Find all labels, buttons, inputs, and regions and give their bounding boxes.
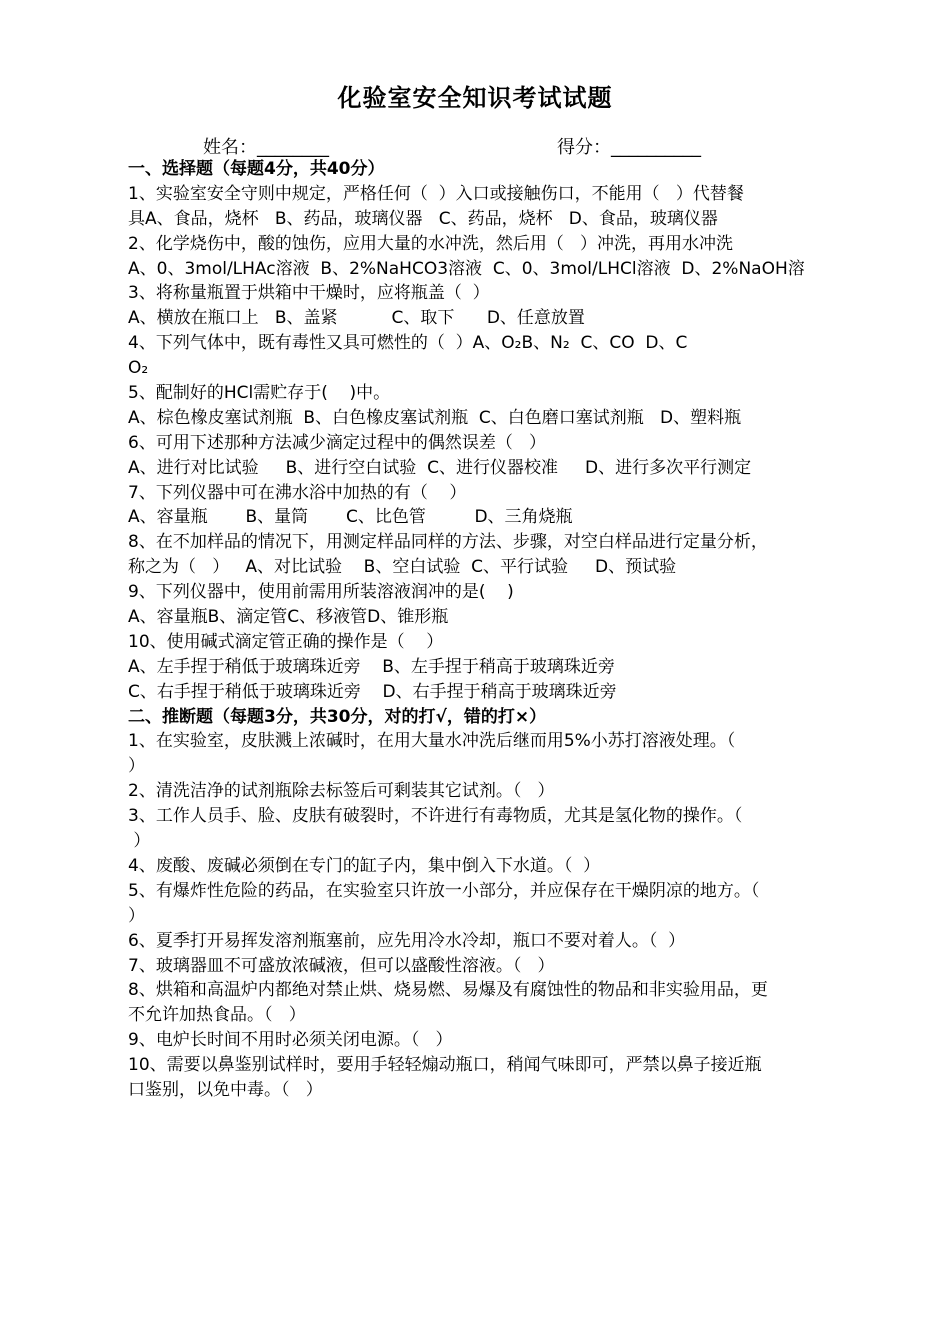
question-line: 3、将称量瓶置于烘箱中干燥时，应将瓶盖（ ） bbox=[128, 283, 490, 304]
question-line: 具A、食品，烧杯 B、药品，玻璃仪器 C、药品，烧杯 D、食品，玻璃仪器 bbox=[128, 208, 718, 229]
question-line: A、容量瓶B、滴定管C、移液管D、锥形瓶 bbox=[128, 607, 449, 628]
question-line: 1、实验室安全守则中规定，严格任何（ ）入口或接触伤口，不能用（ ）代替餐 bbox=[128, 183, 744, 204]
question-line: 10、需要以鼻鉴别试样时，要用手轻轻煽动瓶口，稍闻气味即可，严禁以鼻子接近瓶 bbox=[128, 1055, 762, 1076]
question-line: ） bbox=[128, 756, 145, 777]
question-line: 10、使用碱式滴定管正确的操作是（ ） bbox=[128, 631, 444, 652]
question-line: 5、有爆炸性危险的药品，在实验室只许放一小部分，并应保存在干燥阴凉的地方。（ bbox=[128, 880, 760, 901]
question-line: ） bbox=[128, 831, 151, 852]
question-line: 口鉴别，以免中毒。（ ） bbox=[128, 1079, 323, 1100]
question-line: 6、夏季打开易挥发溶剂瓶塞前，应先用冷水冷却，瓶口不要对着人。（ ） bbox=[128, 930, 686, 951]
question-line: 6、可用下述那种方法减少滴定过程中的偶然误差（ ） bbox=[128, 432, 547, 453]
question-line: 7、玻璃器皿不可盛放浓碱液，但可以盛酸性溶液。（ ） bbox=[128, 955, 555, 976]
question-line: 2、化学烧伤中，酸的蚀伤，应用大量的水冲洗，然后用（ ）冲洗，再用水冲洗 bbox=[128, 233, 734, 254]
section-heading: 一、选择题（每题4分，共40分） bbox=[128, 159, 385, 179]
question-line: ） bbox=[128, 905, 145, 926]
question-line: A、横放在瓶口上 B、盖紧 C、取下 D、任意放置 bbox=[128, 308, 585, 329]
question-line: A、棕色橡皮塞试剂瓶 B、白色橡皮塞试剂瓶 C、白色磨口塞试剂瓶 D、塑料瓶 bbox=[128, 407, 742, 428]
question-line: A、容量瓶 B、量筒 C、比色管 D、三角烧瓶 bbox=[128, 507, 573, 528]
question-line: 8、在不加样品的情况下，用测定样品同样的方法、步骤，对空白样品进行定量分析， bbox=[128, 532, 768, 553]
question-line: 9、下列仪器中，使用前需用所装溶液润冲的是( ) bbox=[128, 582, 514, 603]
question-body bbox=[128, 157, 850, 1103]
question-line: 称之为（ ） A、对比试验 B、空白试验 C、平行试验 D、预试验 bbox=[128, 557, 677, 578]
question-line: 9、电炉长时间不用时必须关闭电源。（ ） bbox=[128, 1030, 453, 1051]
question-line: 3、工作人员手、脸、皮肤有破裂时，不许进行有毒物质，尤其是氢化物的操作。（ bbox=[128, 806, 743, 827]
question-line: 4、废酸、废碱必须倒在专门的缸子内，集中倒入下水道。（ ） bbox=[128, 855, 601, 876]
question-line: 不允许加热食品。（ ） bbox=[128, 1005, 306, 1026]
question-line: 5、配制好的HCl需贮存于( )中。 bbox=[128, 383, 391, 404]
question-line: 8、烘箱和高温炉内都绝对禁止烘、烧易燃、易爆及有腐蚀性的物品和非实验用品，更 bbox=[128, 980, 768, 1001]
question-line: C、右手捏于稍低于玻璃珠近旁 D、右手捏于稍高于玻璃珠近旁 bbox=[128, 681, 617, 702]
question-line: 7、下列仪器中可在沸水浴中加热的有（ ） bbox=[128, 482, 467, 503]
page-title: 化验室安全知识考试试题 bbox=[337, 84, 613, 112]
question-line: 2、清洗洁净的试剂瓶除去标签后可剩装其它试剂。（ ） bbox=[128, 781, 555, 802]
question-line: O₂ bbox=[128, 358, 149, 379]
question-line: 4、下列气体中，既有毒性又具可燃性的（ ）A、O₂B、N₂ C、CO D、C bbox=[128, 333, 688, 354]
question-line: A、左手捏于稍低于玻璃珠近旁 B、左手捏于稍高于玻璃珠近旁 bbox=[128, 656, 615, 677]
question-line: A、0、3mol/LHAc溶液 B、2%NaHCO3溶液 C、0、3mol/LHCl溶液 D、2%NaOH溶 bbox=[128, 258, 805, 279]
name-field: 姓名：________ bbox=[203, 137, 329, 158]
score-field: 得分：__________ bbox=[557, 137, 701, 158]
question-line: 1、在实验室，皮肤溅上浓碱时，在用大量水冲洗后继而用5%小苏打溶液处理。（ bbox=[128, 731, 736, 752]
question-line: A、进行对比试验 B、进行空白试验 C、进行仪器校准 D、进行多次平行测定 bbox=[128, 457, 752, 478]
section-heading: 二、推断题（每题3分，共30分，对的打√，错的打×） bbox=[128, 706, 547, 727]
